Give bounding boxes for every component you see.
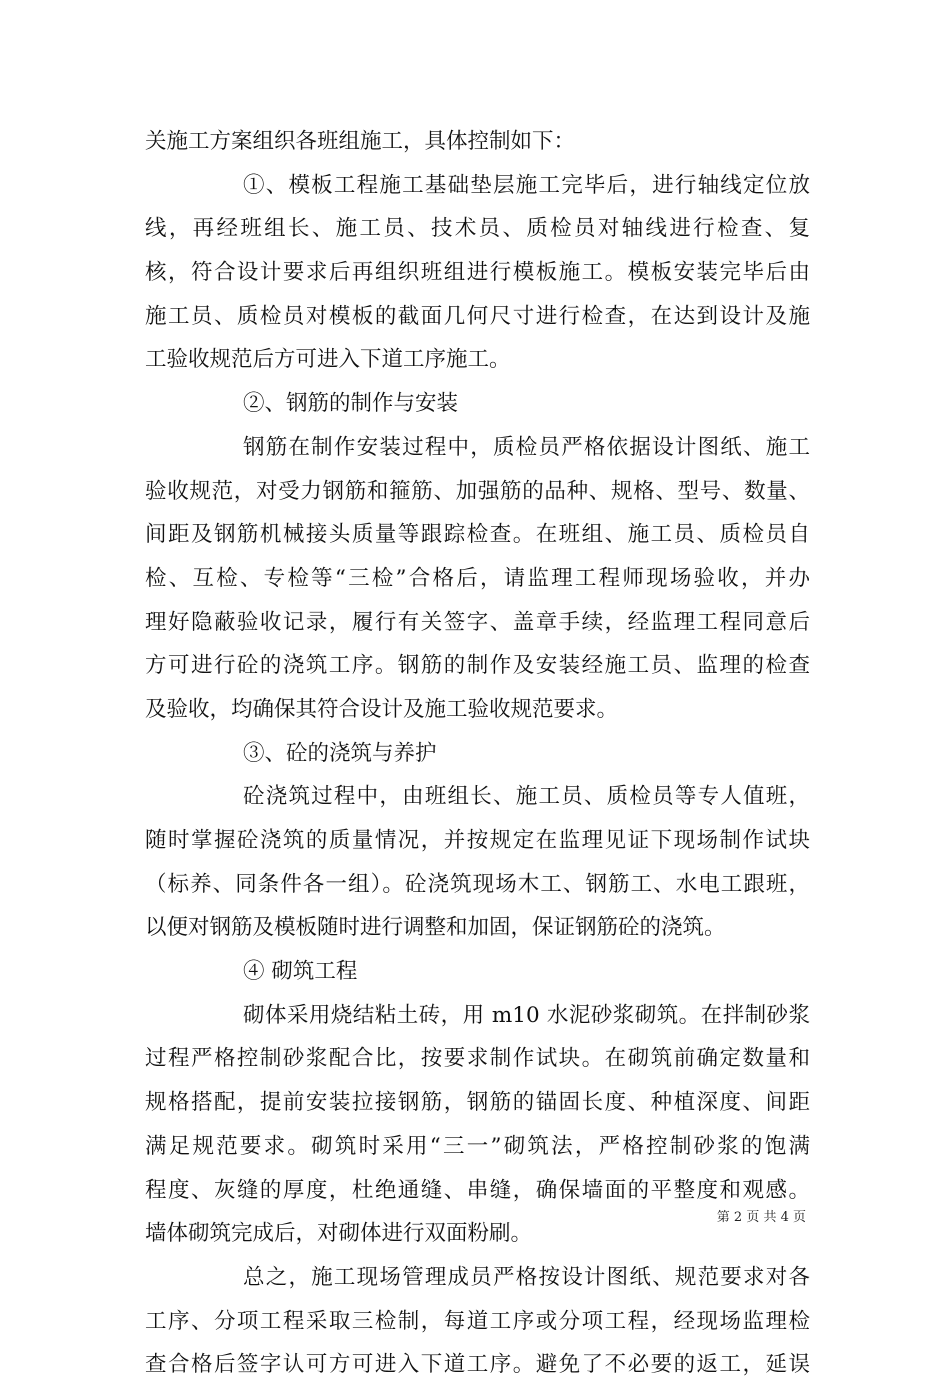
text-line: 随时掌握砼浇筑的质量情况，并按规定在监理见证下现场制作试块 [145,828,810,853]
document-body [145,120,810,1387]
text-line: 程度、灰缝的厚度，杜绝通缝、串缝，确保墙面的平整度和观感。 [145,1177,810,1203]
text-line: 施工员、质检员对模板的截面几何尺寸进行检查，在达到设计及施 [145,303,810,329]
text-line: 砌体采用烧结粘土砖，用 m10 水泥砂浆砌筑。在拌制砂浆 [243,1002,810,1028]
text-line: 验收规范，对受力钢筋和箍筋、加强筋的品种、规格、型号、数量、 [145,478,810,504]
text-line: 钢筋在制作安装过程中，质检员严格依据设计图纸、施工 [243,434,810,460]
text-line: 过程严格控制砂浆配合比，按要求制作试块。在砌筑前确定数量和 [145,1046,810,1072]
text-line: ②、钢筋的制作与安装 [243,391,459,417]
text-line: 满足规范要求。砌筑时采用“三一”砌筑法，严格控制砂浆的饱满 [145,1133,810,1159]
text-line: 规格搭配，提前安装拉接钢筋，钢筋的锚固长度、种植深度、间距 [145,1090,810,1116]
text-line: （标养、同条件各一组）。砼浇筑现场木工、钢筋工、水电工跟班， [145,871,810,897]
text-line: 砼浇筑过程中，由班组长、施工员、质检员等专人值班， [243,784,810,810]
text-line: 工序、分项工程采取三检制，每道工序或分项工程，经现场监理检 [145,1308,810,1334]
text-line: 工验收规范后方可进入下道工序施工。 [145,347,511,373]
text-line: 以便对钢筋及模板随时进行调整和加固，保证钢筋砼的浇筑。 [145,915,726,941]
text-line: 墙体砌筑完成后，对砌体进行双面粉刷。 [145,1221,533,1247]
text-line: ③、砼的浇筑与养护 [243,740,437,766]
text-line: 查合格后签字认可方可进入下道工序。避免了不必要的返工，延误 [145,1352,810,1378]
text-line: ④ 砌筑工程 [243,959,358,985]
text-line: ①、模板工程施工基础垫层施工完毕后，进行轴线定位放 [243,172,810,198]
text-line: 及验收，均确保其符合设计及施工验收规范要求。 [145,696,619,722]
text-line: 线，再经班组长、施工员、技术员、质检员对轴线进行检查、复 [145,216,810,242]
page-number: 第 2 页 共 4 页 [716,1210,806,1225]
text-line: 检、互检、专检等“三检”合格后，请监理工程师现场验收，并办 [145,565,810,591]
text-line: 总之，施工现场管理成员严格按设计图纸、规范要求对各 [243,1264,810,1290]
text-line: 方可进行砼的浇筑工序。钢筋的制作及安装经施工员、监理的检查 [145,653,810,679]
text-line: 核，符合设计要求后再组织班组进行模板施工。模板安装完毕后由 [145,260,810,286]
text-line: 间距及钢筋机械接头质量等跟踪检查。在班组、施工员、质检员自 [145,522,810,548]
text-line: 关施工方案组织各班组施工，具体控制如下： [145,129,576,154]
text-line: 理好隐蔽验收记录，履行有关签字、盖章手续，经监理工程同意后 [145,609,810,635]
